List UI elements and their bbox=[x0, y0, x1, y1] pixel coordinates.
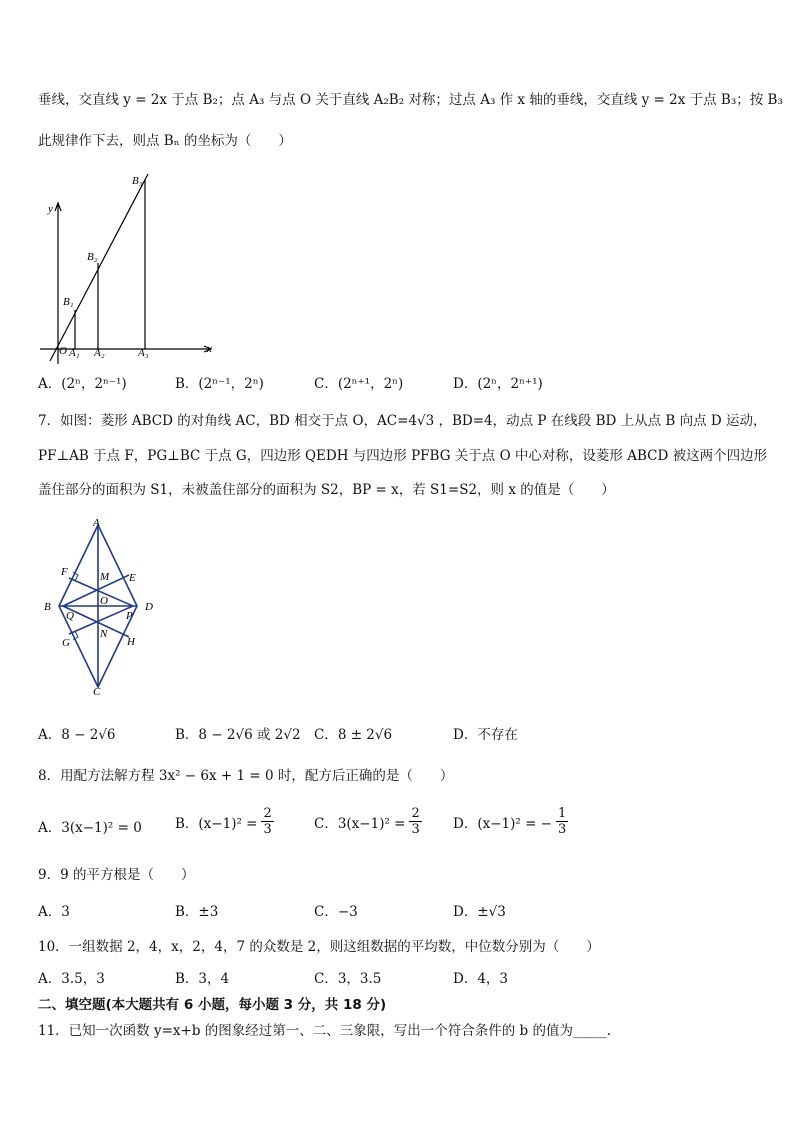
label-a1: A₁ bbox=[69, 347, 80, 359]
q9-option-a: A．3 bbox=[38, 904, 70, 920]
q8-c-numerator: 2 bbox=[411, 806, 420, 821]
q7-option-a: A．8 − 2√6 bbox=[38, 727, 116, 743]
q6-option-a: A．(2ⁿ，2ⁿ⁻¹) bbox=[38, 376, 127, 392]
question-7-stem-line-1: 7．如图：菱形 ABCD 的对角线 AC，BD 相交于点 O，AC=4√3 ，BD=4，动点 P 在线段 BD 上从点 B 向点 D 运动， bbox=[38, 413, 767, 429]
q10-option-c: C．3，3.5 bbox=[314, 971, 382, 987]
q8-c-denominator: 3 bbox=[411, 822, 420, 837]
label-a3: A₃ bbox=[138, 347, 149, 359]
label-p: P bbox=[126, 610, 133, 622]
label-f: F bbox=[61, 566, 68, 578]
label-y: y bbox=[48, 203, 53, 215]
label-g: G bbox=[62, 637, 70, 649]
q7-option-d: D．不存在 bbox=[453, 727, 518, 743]
q8-option-b-lhs: B．(x−1)² = bbox=[175, 815, 258, 832]
q8-option-d-lhs: D．(x−1)² = − bbox=[453, 815, 552, 832]
q9-option-c: C．−3 bbox=[314, 904, 358, 920]
q8-option-a: A．3(x−1)² = 0 bbox=[38, 820, 142, 836]
label-a2: A₂ bbox=[94, 347, 105, 359]
label-b1: B₁ bbox=[63, 296, 74, 308]
q8-option-c-lhs: C．3(x−1)² = bbox=[314, 815, 406, 832]
question-10-stem: 10．一组数据 2，4，x，2，4，7 的众数是 2，则这组数据的平均数，中位数分别为（ ） bbox=[38, 939, 600, 955]
label-n: N bbox=[100, 628, 108, 640]
q8-option-c-fraction bbox=[409, 806, 421, 837]
figure-q7-rhombus bbox=[38, 515, 168, 700]
figure-q6-graph bbox=[36, 168, 226, 368]
label-q: Q bbox=[66, 610, 74, 622]
q8-option-c bbox=[314, 806, 422, 837]
q10-option-b: B．3，4 bbox=[175, 971, 230, 987]
label-b3: B₃ bbox=[132, 175, 143, 187]
q8-b-numerator: 2 bbox=[263, 806, 272, 821]
q7-option-b: B．8 − 2√6 或 2√2 bbox=[175, 727, 301, 743]
label-o: O bbox=[59, 345, 67, 357]
q8-b-denominator: 3 bbox=[263, 822, 272, 837]
label-h: H bbox=[127, 636, 135, 648]
label-a: A bbox=[93, 517, 100, 529]
q8-d-numerator: 1 bbox=[558, 806, 567, 821]
q8-option-b bbox=[175, 806, 274, 837]
q6-option-c: C．(2ⁿ⁺¹，2ⁿ) bbox=[314, 376, 404, 392]
label-c: C bbox=[93, 686, 101, 698]
label-m: M bbox=[100, 571, 110, 583]
label-e: E bbox=[129, 572, 136, 584]
q8-option-b-fraction bbox=[261, 806, 273, 837]
question-6-stem-line-1: 垂线，交直线 y = 2x 于点 B₂；点 A₃ 与点 O 关于直线 A₂B₂ 对称；过点 A₃ 作 x 轴的垂线，交直线 y = 2x 于点 B₃；按 B₃ bbox=[38, 92, 783, 108]
label-b: B bbox=[44, 601, 51, 613]
q10-option-a: A．3.5，3 bbox=[38, 971, 105, 987]
question-9-stem: 9．9 的平方根是（ ） bbox=[38, 867, 195, 883]
question-11-stem: 11．已知一次函数 y=x+b 的图象经过第一、二、三象限，写出一个符合条件的 b 的值为_____. bbox=[38, 1023, 612, 1039]
q7-option-c: C．8 ± 2√6 bbox=[314, 727, 393, 743]
question-7-stem-line-3: 盖住部分的面积为 S1，未被盖住部分的面积为 S2，BP = x，若 S1=S2，则 x 的值是（ ） bbox=[38, 482, 615, 498]
q9-option-b: B．±3 bbox=[175, 904, 219, 920]
label-d: D bbox=[145, 601, 153, 613]
q9-option-d: D．±√3 bbox=[453, 904, 506, 920]
question-6-stem-line-2: 此规律作下去，则点 Bₙ 的坐标为（ ） bbox=[38, 133, 292, 149]
label-x: x bbox=[207, 343, 212, 355]
question-8-stem: 8．用配方法解方程 3x² − 6x + 1 = 0 时，配方后正确的是（ ） bbox=[38, 768, 454, 784]
label-b2: B₂ bbox=[87, 251, 98, 263]
q6-option-b: B．(2ⁿ⁻¹，2ⁿ) bbox=[175, 376, 264, 392]
line-y-2x bbox=[50, 174, 148, 361]
q6-option-d: D．(2ⁿ，2ⁿ⁺¹) bbox=[453, 376, 543, 392]
question-7-stem-line-2: PF⊥AB 于点 F，PG⊥BC 于点 G，四边形 QEDH 与四边形 PFBG 关于点 O 中心对称，设菱形 ABCD 被这两个四边形 bbox=[38, 448, 768, 464]
label-o: O bbox=[100, 595, 108, 607]
q10-option-d: D．4，3 bbox=[453, 971, 509, 987]
q8-option-d-fraction bbox=[556, 806, 568, 837]
section-2-heading: 二、填空题(本大题共有 6 小题，每小题 3 分，共 18 分) bbox=[38, 997, 387, 1013]
q8-d-denominator: 3 bbox=[558, 822, 567, 837]
q8-option-d bbox=[453, 806, 568, 837]
